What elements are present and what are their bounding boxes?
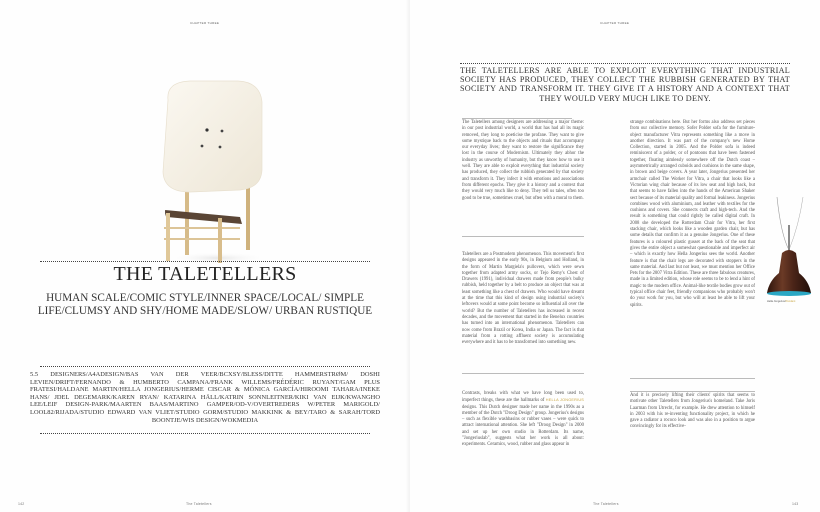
body-column-1c [462, 391, 584, 449]
pull-quote: THE TALETELLERS ARE ABLE TO EXPLOIT EVERYTHING THAT INDUSTRIAL SOCIETY HAS PRODUCED, THEY COLLECT THE RUBBISH GENERATED BY THAT SOCIETY AND TRANSFORM IT. THEY GIVE IT A HISTORY AND A CONTEXT THAT THEY WOULD VERY MUCH LIKE TO DENY. [460, 66, 790, 103]
chair-button [201, 145, 204, 148]
divider-bottom [40, 433, 370, 434]
body-paragraph: strange combinations here. But her forms also address set pieces from our collective memory. Sofer Polder sofa for the furniture-object manufacturer Vitra represents something like a move in another direction. It was part of the company's new Home Collection, started in 2005. And the Polder sofa is indeed reminiscent of a polder, or of pontoons that have been fastened together, floating aimlessly somewhere off the Dutch coast – asymmetrically arranged cuboids and cushions in the same shape, in brown and beige covers. A year later, Jongerius presented her armchair called The Worker for Vitra, a chair that looks like a Victorian wing chair because of its low seat and high back, but that seems to have fallen into the hands of the American Shaker sect because of its material quality and formal leakiness. Jongerius combines wood with aluminium, and leather with textiles for the cushions and covers. She connects craft and high-tech. And the result is something that could rightly be called digital craft. In 2008 she developed the Rotterdam Chair for Vitra, her first stacking chair, which looks like a wooden garden chair, but has some details that confirm it as a genuine Jongerius. One of these features is a coloured plastic gusset at the back of the seat that gives the entire object a somewhat questionable and imperfect air – which is exactly how Hella Jongerius sees the world. Another feature is that the chair legs are decorated with stoppers in the same material. And last but not least, we must mention her Office Pets for the 2007 Vitra Edition. These are three fabulous creatures, made in a limited edition, whose role seems to be to lend a hint of magic to the modern office. Animal-like textile bodies grow out of typical office chair feet, friendly companions who probably won't do your work for you, but who will at least be able to lift your spirits. [630, 120, 755, 308]
chair-rail [164, 238, 240, 240]
chair-rail [164, 227, 240, 229]
body-paragraph: The Taletellers among designers are addressing a major theme: in our post industrial world, a world that has had all its magic removed, they long to poeticise the profane. They want to give some mystique back to the objects and rituals that accompany our everyday lives; they want to restore the significance they lost in the course of Modernism. Ultimately they abhor the industry as unworthy of humanity, but they know how to use it well. They are able to exploit everything that industrial society has produced, they collect the rubbish generated by that society and transform it. They infect it with emotions and associations from different epochs. They give it a history and a context that they would very much like to deny. They tell us tales, often too good to be true, sometimes cruel, but often with a moral to them. [462, 120, 584, 201]
chair-button [221, 130, 224, 133]
running-head: CHAPTER THREE [600, 21, 630, 25]
body-column-2a [630, 120, 755, 380]
lamp-shade [767, 250, 811, 293]
pendant-lamp-image [755, 195, 815, 315]
column-rule [630, 391, 755, 392]
chair-image [160, 80, 270, 265]
divider-mid [40, 366, 370, 367]
column-rule [462, 118, 572, 119]
lamp-cord [789, 197, 803, 250]
lamp-rod [788, 225, 790, 251]
column-rule [630, 378, 755, 379]
chair-button [205, 128, 208, 131]
right-page [410, 0, 820, 512]
body-column-1b [462, 252, 584, 346]
image-caption: Hella Jongerius/Pendant [767, 300, 796, 303]
lamp-cord [777, 197, 789, 250]
body-paragraph: Contrasts, breaks with what we have long been used to, imperfect things, these are the hallmarks of HELLA JONGERIUS designs. This Dutch designer made her name in the 1990s as a member of the Dutch "Droog Design" group. Jongerius's designs – such as flexible washbasins or rubber vases – were quick to attract international attention. She left "Droog Design" in 2000 and set up her own studio in Rotterdam. Its name, "Jongeriuslab", suggests what her work is all about: experiments. Ceramics, wood, rubber and glass appear in [462, 391, 585, 448]
column-rule [462, 236, 584, 237]
chair-leg [246, 185, 250, 250]
chair-button [219, 146, 222, 149]
running-head: CHAPTER THREE [190, 21, 220, 25]
body-column-1a [462, 120, 584, 202]
designer-highlight: HELLA JONGERIUS [545, 398, 585, 403]
body-paragraph: Taletellers are a Postmodern phenomenon. This movement's first designs appeared in the early 90s, in Belgium and Holland, in the form of Martin Margiela's pullovers, which were sewn together from adapted army socks, or Tejo Remy's Chest of Drawers (1991), individual drawers made from people's bulky rubbish, held together by a belt to produce an object that was at least something like a chest of drawers. Who would have dreamt at the time that this kind of design using industrial society's leftovers would at some point become so influential all over the world? But the number of Taletellers has increased in recent decades, and the movement that started in the Benelux countries has turned into an international phenomenon. Taletellers can now come from Brazil or Korea, India or Japan. The fact is that material from a rotting affluent society is accumulating everywhere and it has to be transformed into something new. [462, 252, 584, 346]
body-paragraph: And it is precisely lifting their clients' spirits that seems to motivate other Taletellers from Jongerius's homeland. Take Joris Laarman from Utrecht, for example. He drew attention to himself in 2003 with his re-inventing functionality project, in which he gave a radiator a rococo look and was also in a position to argue convincingly for its effective- [630, 393, 755, 430]
folio-title: The Taletellers [186, 502, 212, 506]
page-number: 142 [18, 502, 25, 506]
divider-top [40, 261, 370, 262]
chair-cushion [163, 81, 262, 192]
pull-quote-divider [460, 63, 790, 64]
style-tags: HUMAN SCALE/COMIC STYLE/INNER SPACE/LOCAL/ SIMPLE LIFE/CLUMSY AND SHY/HOME MADE/SLOW/ URBAN RUSTIQUE [37, 292, 373, 317]
page-number: 143 [792, 502, 799, 506]
column-rule [462, 373, 584, 374]
designer-list: 5.5 DESIGNERS/A4ADESIGN/BAS VAN DER VEER/BCXSY/BLESS/DITTE HAMMERSTRØM/ DOSHI LEVIEN/DRIFT/FERNANDO & HUMBERTO CAMPANA/FRANK WILLEMS/FRÉDÉRIC RUYANT/GAM PLUS FRATESI/HALDANE MARTIN/HELLA JONGERIUS/HERME CISCAR & MÓNICA GARCÍA/HIROOMI TAHARA/INEKE HANS/ JDEL DEGEMARK/KAREN RYAN/ KATARINA HÄLL/KATRIN SONNLEITNER/KIKI VAN EIJK/KWANGHO LEE/LEIF DESIGN-PARK/MAARTEN BAAS/MARTINO GAMPER/OD-V/OVERTREDERS W/PETER MARIGOLD/ LOOL82/RIJADA/STUDIO EDWARD VAN VLIET/STUDIO GORM/STUDIO MAKKINK & BEY/TARO & SARAH/TORD BOONTJE/WIS DESIGN/WOKMEDIA [30, 371, 380, 424]
chair-seat [165, 210, 242, 224]
chair-leg [166, 213, 170, 261]
section-title: THE TALETELLERS [113, 263, 297, 285]
body-column-2b [630, 393, 755, 431]
folio-title: The Taletellers [593, 502, 619, 506]
chair-leg [218, 218, 222, 263]
lamp-rim [767, 291, 811, 296]
